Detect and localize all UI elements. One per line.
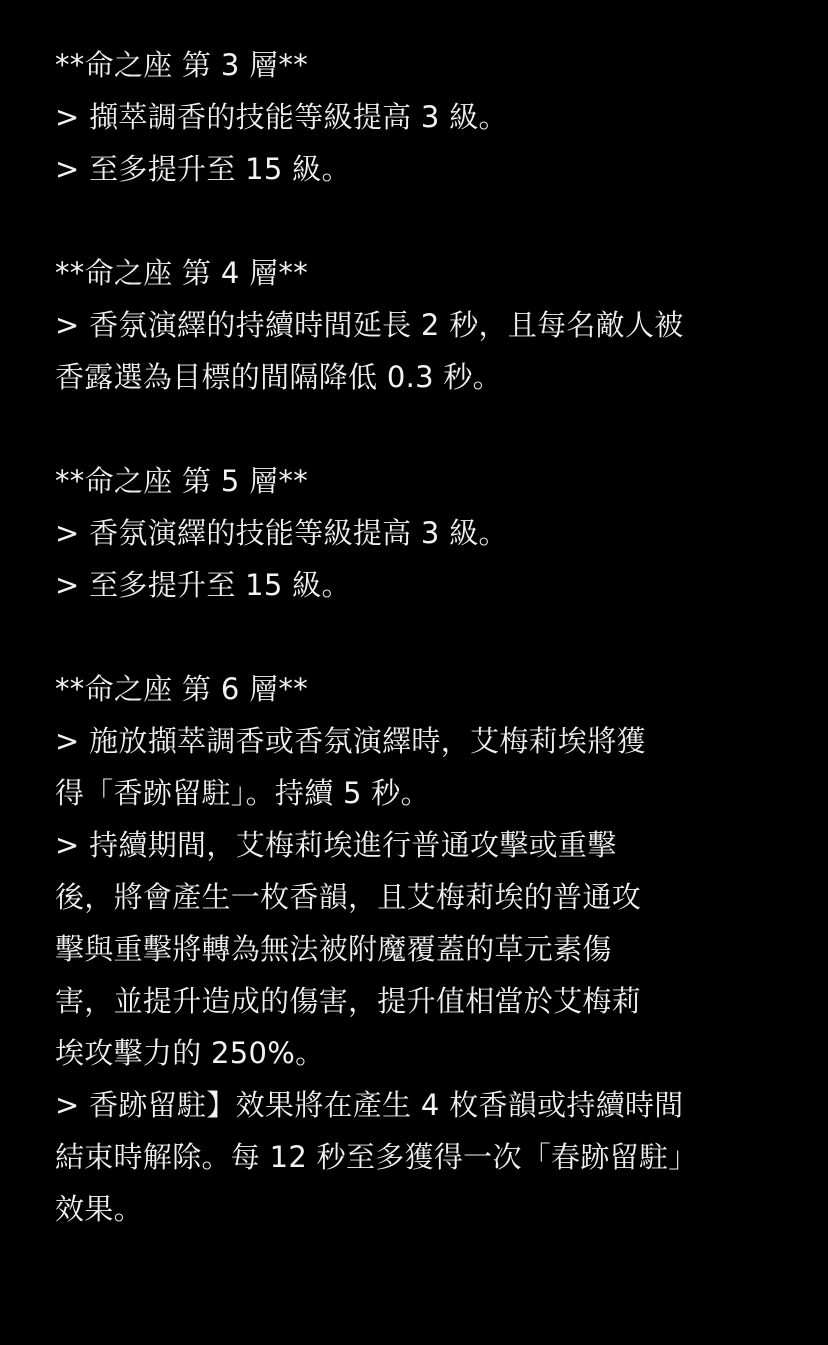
text-line: 得「香跡留駐」。持續 5 秒。 bbox=[55, 776, 430, 810]
spacer bbox=[55, 611, 775, 663]
constellation-document bbox=[55, 39, 775, 1235]
text-line: 結束時解除。每 12 秒至多獲得一次「春跡留駐」 bbox=[55, 1140, 698, 1174]
section-heading: **命之座 第 3 層** bbox=[55, 48, 309, 82]
text-line: > 擷萃調香的技能等級提高 3 級。 bbox=[55, 100, 508, 134]
text-line: > 持續期間，艾梅莉埃進行普通攻擊或重擊 bbox=[55, 828, 617, 862]
text-line: 害，並提升造成的傷害，提升值相當於艾梅莉 bbox=[55, 984, 642, 1018]
text-line: > 至多提升至 15 級。 bbox=[55, 152, 351, 186]
section-heading: **命之座 第 4 層** bbox=[55, 256, 309, 290]
text-line: 效果。 bbox=[55, 1192, 143, 1226]
text-line: 埃攻擊力的 250%。 bbox=[55, 1036, 325, 1070]
text-line: > 香跡留駐】效果將在產生 4 枚香韻或持續時間 bbox=[55, 1088, 684, 1122]
text-line: > 施放擷萃調香或香氛演繹時，艾梅莉埃將獲 bbox=[55, 724, 646, 758]
text-line: > 香氛演繹的持續時間延長 2 秒，且每名敵人被 bbox=[55, 308, 684, 342]
spacer bbox=[55, 403, 775, 455]
text-line: 擊與重擊將轉為無法被附魔覆蓋的草元素傷 bbox=[55, 932, 612, 966]
spacer bbox=[55, 195, 775, 247]
section-heading: **命之座 第 6 層** bbox=[55, 672, 309, 706]
text-line: 後，將會產生一枚香韻，且艾梅莉埃的普通攻 bbox=[55, 880, 642, 914]
text-line: > 香氛演繹的技能等級提高 3 級。 bbox=[55, 516, 508, 550]
section-heading: **命之座 第 5 層** bbox=[55, 464, 309, 498]
text-line: > 至多提升至 15 級。 bbox=[55, 568, 351, 602]
text-line: 香露選為目標的間隔降低 0.3 秒。 bbox=[55, 360, 502, 394]
